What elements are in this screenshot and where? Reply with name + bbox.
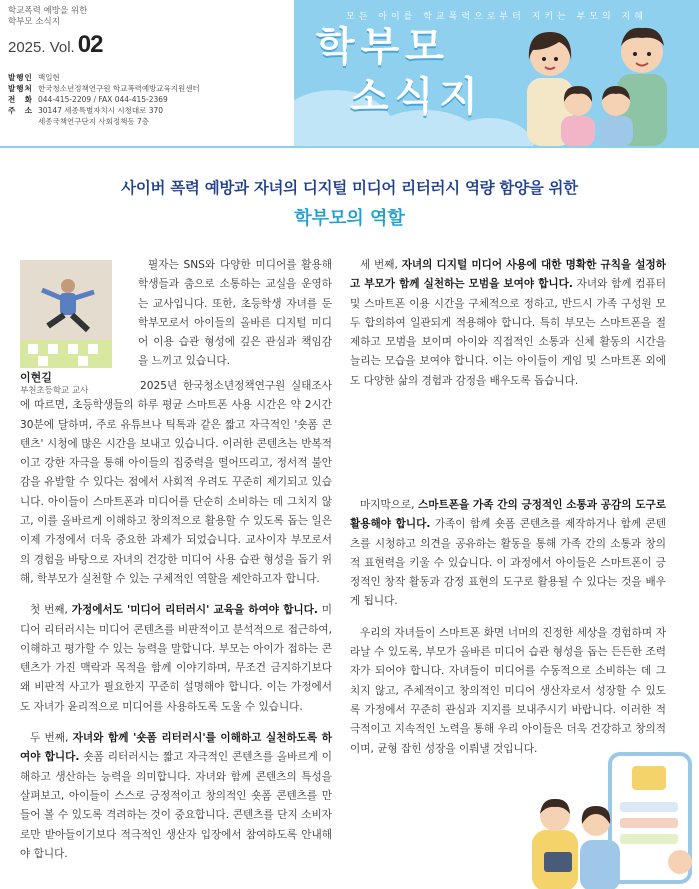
masthead-left bbox=[8, 6, 298, 59]
header-banner bbox=[294, 0, 699, 146]
publisher-info bbox=[8, 72, 268, 127]
newsletter-subtitle-1: 학교폭력 예방을 위한 bbox=[8, 6, 88, 16]
article-title: 사이버 폭력 예방과 자녀의 디지털 미디어 리터러시 역량 함양을 위한 bbox=[121, 179, 578, 197]
author-role: 부천초등학교 교사 bbox=[20, 386, 89, 396]
volume-number: 02 bbox=[77, 31, 103, 58]
intro-text: 필자는 SNS와 다양한 미디어를 활용해 학생들과 춤으로 소통하는 교실을 운영하는 교사입니다. 또한, 초등학생 자녀를 둔 학부모로서 아이들의 올바른 디지털 미디어 이용 습관 형성에 깊은 관심과 책임감을 느끼고 있습니다. bbox=[138, 259, 332, 368]
right-column-body bbox=[350, 256, 666, 484]
point-4-paragraph: 마지막으로, 스마트폰을 가족 간의 긍정적인 소통과 공감의 도구로 활용해야 합니다. 가족이 함께 숏폼 콘텐츠를 제작하거나 함께 콘텐츠를 시청하고 의견을 공유하는 활동을 통해 가족 간의 소통과 창의적 표현력을 키울 수 있습니다. 이 과정에서 아이들은 스마트폰이 긍정적인 창작 활동과 감정 표현의 도구로 활용될 수 있다는 것을 배우게 됩니다. bbox=[350, 499, 667, 608]
point-2-body-left: 숏폼 리터러시는 짧고 자극적인 콘텐츠를 올바르게 이해하고 생산하는 능력을 의미합니다. 자녀와 함께 콘텐츠의 특성을 살펴보고, 아이들이 스스로 긍정적이고 창의적인 숏폼 콘텐츠를 만들어 볼 수 있도록 격려하는 것이 중요합니다. 콘텐츠를 단지 소비자로만 받아들이기보다 적극적인 생산자 입장에서 참여하도록 안내해야 합니다. bbox=[20, 751, 332, 860]
closing-paragraph: 우리의 자녀들이 스마트폰 화면 너머의 진정한 세상을 경험하며 자라날 수 있도록, 부모가 올바른 미디어 습관 형성을 돕는 든든한 조력자가 되어야 합니다. 자녀들이 미디어를 수동적으로 소비하는 데 그치지 않고, 주체적이고 창의적인 미디어 생산자로서 성장할 수 있도록 가정에서 꾸준히 관심과 지지를 보내주시기 바랍니다. 이러한 적극적이고 지속적인 노력을 통해 우리 아이들은 더욱 건강하고 창의적이며, 균형 잡힌 성장을 이뤄낼 것입니다. bbox=[350, 626, 666, 755]
newsletter-subtitle-2: 학부모 소식지 bbox=[8, 17, 60, 27]
left-column bbox=[20, 377, 332, 864]
article-subtitle: 학부모의 역할 bbox=[294, 208, 405, 229]
right-column bbox=[350, 256, 666, 759]
point-1-paragraph: 첫 번째, 가정에서도 '미디어 리터러시' 교육을 하여야 합니다. 미디어 리터러시는 미디어 콘텐츠를 비판적이고 분석적으로 접근하여, 이해하고 평가할 수 있는 능력을 말합니다. 부모는 아이가 접하는 콘텐츠가 가진 맥락과 목적을 함께 이야기하며, 무조건 금지하기보다 왜 비판적 사고가 필요한지 꾸준히 설명해야 합니다. 이는 가정에서도 자녀가 윤리적으로 미디어를 사용하도록 도울 수 있습니다. bbox=[20, 604, 333, 713]
point-1-heading: 가정에서도 '미디어 리터러시' 교육을 하여야 합니다. bbox=[71, 604, 318, 617]
article-section bbox=[0, 146, 699, 889]
point-3-paragraph: 세 번째, 자녀의 디지털 미디어 사용에 대한 명확한 규칙을 설정하고 부모가 함께 실천하는 모범을 보여야 합니다. 자녀와 함께 컴퓨터 및 스마트폰 이용 시간을 구체적으로 정하고, 반드시 가족 구성원 모두 합의하여 일관되게 적용해야 합니다. 특히 부모는 스마트폰을 절제하고 모범을 보이며 아이와 직접적인 소통과 신체 활동의 시간을 늘리는 모습을 보여야 합니다. 이는 아이들이 게임 및 스마트폰 외에도 다양한 삶의 경험과 감정을 배우도록 돕습니다. bbox=[350, 259, 666, 387]
author-name: 이현길 bbox=[20, 371, 52, 384]
family-illustration bbox=[499, 16, 699, 146]
point-4-heading: 스마트폰을 가족 간의 긍정적인 소통과 공감의 도구로 활용해야 합니다. bbox=[350, 499, 667, 531]
publisher-row: 발행처 한국청소년정책연구원 학교폭력예방교육지원센터 bbox=[8, 84, 200, 93]
publisher-row: 전 화 044-415-2209 / FAX 044-415-2369 bbox=[8, 95, 168, 104]
intro-paragraph bbox=[138, 256, 332, 372]
newsletter-logo bbox=[316, 22, 506, 122]
author-photo-image bbox=[20, 260, 112, 368]
point-2-paragraph: 두 번째, 자녀와 함께 '숏폼 리터러시'를 이해하고 실천하도록 하여야 합니다. 숏폼 리터러시는 짧고 자극적인 콘텐츠를 올바르게 이해하고 생산하는 능력을 의미합니다. 자녀와 함께 콘텐츠의 특성을 살펴보고, 아이들이 스스로 긍정적이고 창의적인 숏폼 콘텐츠를 만들어 볼 수 있도록 격려하는 것이 중요합니다. 콘텐츠를 단지 소비자로만 받아들이기보다 적극적인 생산자 입장에서 참여하도록 안내해야 합니다. bbox=[20, 732, 332, 860]
author-photo bbox=[20, 260, 112, 368]
logo-line-2: 소식지 bbox=[350, 74, 484, 120]
newsletter-header bbox=[0, 0, 699, 146]
point-3-heading: 자녀의 디지털 미디어 사용에 대한 명확한 규칙을 설정하고 부모가 함께 실천하는 모범을 보여야 합니다. bbox=[350, 259, 666, 291]
header-slogan: 모든 아이를 학교폭력으로부터 지키는 부모의 지혜 bbox=[346, 12, 647, 22]
point-2-heading: 자녀와 함께 '숏폼 리터러시'를 이해하고 실천하도록 하여야 합니다. bbox=[20, 732, 332, 764]
volume-label bbox=[8, 31, 298, 59]
volume-year: 2025. Vol. bbox=[8, 39, 75, 56]
publisher-row: 발행인 백일현 bbox=[8, 73, 60, 82]
publisher-row: 세종국책연구단지 사회정책동 7층 bbox=[38, 117, 149, 126]
publisher-row: 주 소 30147 세종특별자치시 시청대로 370 bbox=[8, 106, 164, 115]
logo-line-1: 학부모 bbox=[316, 24, 450, 70]
family-smartphone-illustration bbox=[492, 744, 699, 889]
intro-continuation: 2025년 한국청소년정책연구원 실태조사에 따르면, 초등학생들의 하루 평균 스마트폰 사용 시간은 약 2시간 30분에 달하며, 주로 유튜브나 틱톡과 같은 짧고 자극적인 '숏폼 콘텐츠' 시청에 많은 시간을 보내고 있습니다. 이러한 콘텐츠는 반복적이고 강한 자극을 통해 아이들의 집중력을 떨어뜨리고, 정서적 불안감을 유발할 수 있다는 점에서 사회적 우려도 꾸준히 제기되고 있습니다. 아이들이 스마트폰과 미디어를 단순히 소비하는 데 그치지 않고, 이를 올바르게 이해하고 창의적으로 활용할 수 있도록 돕는 일은 이제 가정에서 더욱 중요한 과제가 되었습니다. 교사이자 부모로서의 경험을 바탕으로 자녀의 건강한 미디어 사용 습관 형성을 돕기 위해, 학부모가 실천할 수 있는 구체적인 역할을 제안하고자 합니다. bbox=[20, 380, 332, 585]
